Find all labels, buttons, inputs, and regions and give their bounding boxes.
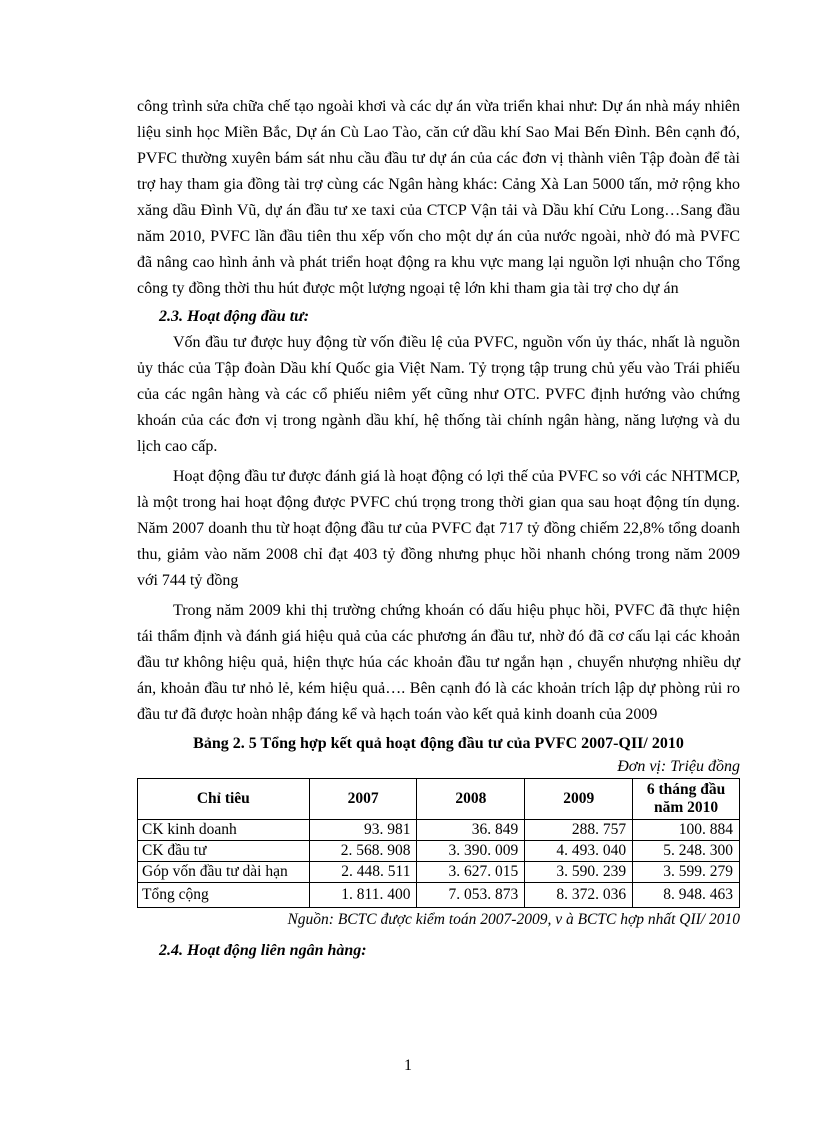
table-cell: 7. 053. 873 [417,883,525,908]
row-label: Góp vốn đầu tư dài hạn [138,862,310,883]
table-row [138,820,740,841]
header-cell: 2008 [417,779,525,820]
table-total-row [138,883,740,908]
table-row [138,841,740,862]
table-cell: 2. 568. 908 [309,841,417,862]
table-cell: 93. 981 [309,820,417,841]
investment-results-table [137,778,740,908]
table-header-row [138,779,740,820]
table-caption: Bảng 2. 5 Tổng hợp kết quả hoạt động đầu tư của PVFC 2007-QII/ 2010 [193,735,684,752]
table-row [138,862,740,883]
table-cell: 4. 493. 040 [525,841,633,862]
section-heading-investment: 2.3. Hoạt động đầu tư: [159,308,310,325]
document-page [137,94,740,964]
table-cell: 5. 248. 300 [633,841,740,862]
header-cell: 2009 [525,779,633,820]
table-source: Nguồn: BCTC được kiểm toán 2007-2009, v à BCTC hợp nhất QII/ 2010 [287,911,740,928]
table-cell: 36. 849 [417,820,525,841]
header-cell: Chỉ tiêu [138,779,310,820]
table-cell: 2. 448. 511 [309,862,417,883]
table-cell: 8. 948. 463 [633,883,740,908]
header-cell: 2007 [309,779,417,820]
investment-paragraph-1: Vốn đầu tư được huy động từ vốn điều lệ của PVFC, nguồn vốn ủy thác, nhất là nguồn ủy thác của Tập đoàn Dầu khí Quốc gia Việt Nam. Tỷ trọng tập trung chủ yếu vào Trái phiếu của các ngân hàng và các cổ phiếu niêm yết cũng như OTC. PVFC định hướng vào chứng khoán của các đơn vị trong ngành dầu khí, hệ thống tài chính ngân hàng, năng lượng và du lịch cao cấp. [137,334,740,455]
header-cell: 6 tháng đầu năm 2010 [633,779,740,820]
row-label: Tổng cộng [138,883,310,908]
investment-paragraph-3: Trong năm 2009 khi thị trường chứng khoán có dấu hiệu phục hồi, PVFC đã thực hiện tái thẩm định và đánh giá hiệu quả của các phương án đầu tư, nhờ đó đã cơ cấu lại các khoản đầu tư không hiệu quả, hiện thực húa các khoản đầu tư ngắn hạn , chuyển nhượng nhiều dự án, khoản đầu tư nhỏ lẻ, kém hiệu quả…. Bên cạnh đó là các khoản trích lập dự phòng rủi ro đầu tư đã được hoàn nhập đáng kể và hạch toán vào kết quả kinh doanh của 2009 [137,602,740,723]
table-cell: 3. 590. 239 [525,862,633,883]
table-cell: 1. 811. 400 [309,883,417,908]
investment-paragraph-2: Hoạt động đầu tư được đánh giá là hoạt động có lợi thế của PVFC so với các NHTMCP, là một trong hai hoạt động được PVFC chú trọng trong thời gian qua sau hoạt động tín dụng. Năm 2007 doanh thu từ hoạt động đầu tư của PVFC đạt 717 tỷ đồng chiếm 22,8% tổng doanh thu, giảm vào năm 2008 chỉ đạt 403 tỷ đồng nhưng phục hồi nhanh chóng trong năm 2009 với 744 tỷ đồng [137,468,740,589]
row-label: CK đầu tư [138,841,310,862]
table-cell: 3. 390. 009 [417,841,525,862]
row-label: CK kinh doanh [138,820,310,841]
table-cell: 100. 884 [633,820,740,841]
table-cell: 3. 627. 015 [417,862,525,883]
section-heading-interbank: 2.4. Hoạt động liên ngân hàng: [159,942,367,959]
page-number: 1 [404,1057,412,1074]
table-unit: Đơn vị: Triệu đồng [617,758,740,775]
table-cell: 3. 599. 279 [633,862,740,883]
table-cell: 288. 757 [525,820,633,841]
intro-paragraph: công trình sửa chữa chế tạo ngoài khơi và các dự án vừa triển khai như: Dự án nhà máy nhiên liệu sinh học Miền Bắc, Dự án Cù Lao Tào, căn cứ dầu khí Sao Mai Bến Đình. Bên cạnh đó, PVFC thường xuyên bám sát nhu cầu đầu tư dự án của các đơn vị thành viên Tập đoàn để tài trợ hay tham gia đồng tài trợ cùng các Ngân hàng khác: Cảng Xà Lan 5000 tấn, mở rộng kho xăng dầu Đình Vũ, dự án đầu tư xe taxi của CTCP Vận tải và Dầu khí Cửu Long…Sang đầu năm 2010, PVFC lần đầu tiên thu xếp vốn cho một dự án của nước ngoài, nhờ đó mà PVFC đã nâng cao hình ảnh và phát triển hoạt động ra khu vực mang lại nguồn lợi nhuận cho Tổng công ty đồng thời thu hút được một lượng ngoại tệ lớn khi tham gia tài trợ cho dự án [137,98,740,297]
table-cell: 8. 372. 036 [525,883,633,908]
